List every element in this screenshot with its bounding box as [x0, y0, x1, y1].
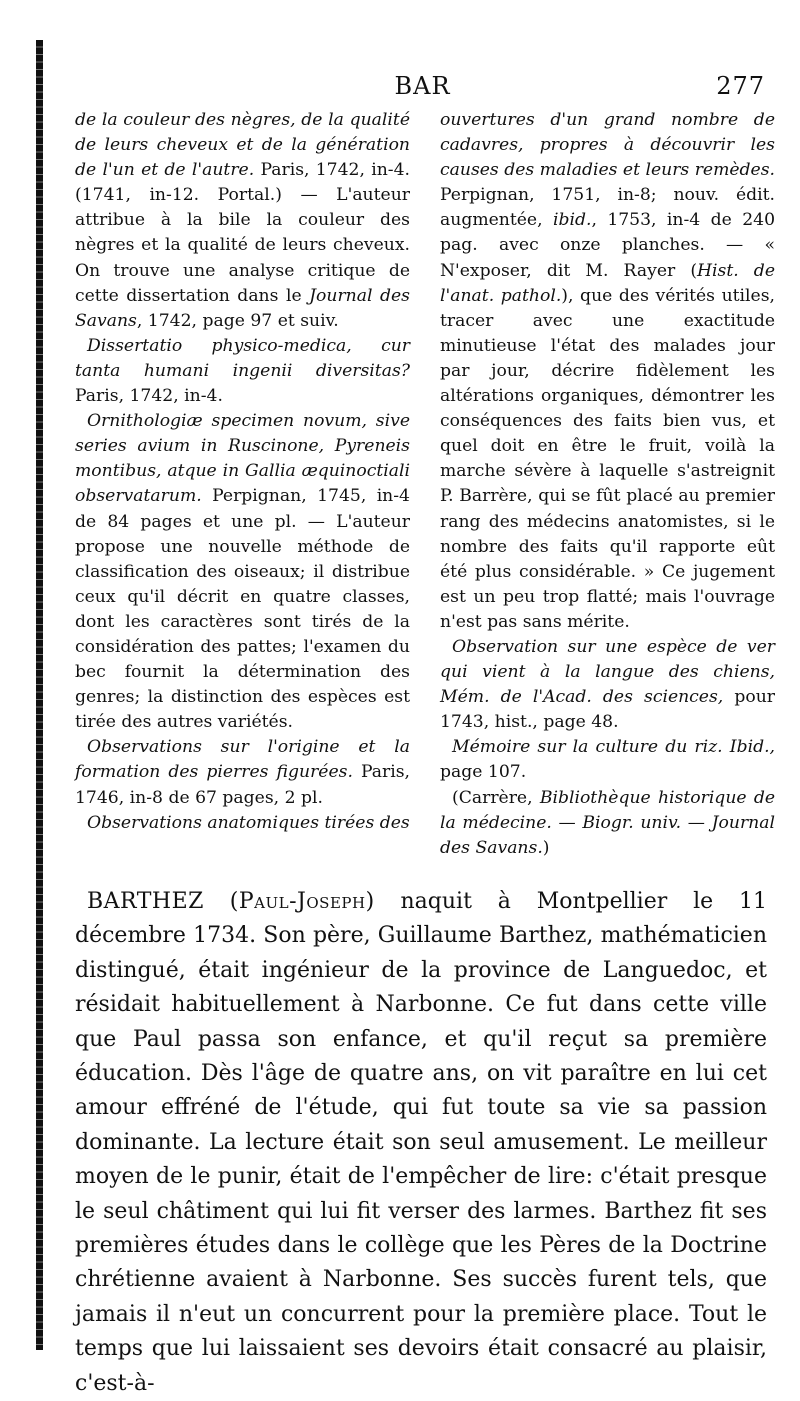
journal-title: Journal des Savans — [75, 285, 411, 331]
sources-note: (Carrère, Bibliothèque historique de la médecine. — Biogr. univ. — Journal des Savans.) — [440, 787, 775, 858]
biography-text: naquit à Montpellier le 11 décembre 1734. Son père, Guillaume Barthez, mathématicien distingué, était ingénieur de la province de Languedoc, et résidait habituellement à Narbonne. Ce fut dans cette ville que Paul passa son enfance, et qu'il reçut sa première éducation. Dès l'âge de quatre ans, on vit paraître en lui cet amour effréné de l'étude, qui fut toute sa vie sa passion dominante. La lecture était son seul amusement. Le meilleur moyen de le punir, était de l'empêcher de lire: c'était presque le seul châtiment qui lui fit verser des larmes. Barthez fit ses premières études dans le collège que les Pères de la Doctrine chrétienne avaient à Narbonne. Ses succès furent tels, que jamais il n'eut un concurrent pour la première place. Tout le temps que lui laissaient ses devoirs était consacré au plaisir, c'est-à- — [75, 889, 768, 1396]
bibliography-entry: Dissertatio physico-medica, cur tanta humani ingenii diversitas? Paris, 1742, in-4. — [75, 335, 410, 407]
work-title: Dissertatio physico-medica, cur tanta humani ingenii diversitas? — [75, 335, 410, 381]
right-column — [440, 108, 775, 861]
left-column — [75, 108, 410, 861]
work-title: Observations anatomiques tirées des — [87, 812, 410, 833]
page-binding-edge — [36, 40, 43, 1350]
running-header — [80, 72, 765, 102]
bibliography-entry: de la couleur des nègres, de la qualité de leurs cheveux et de la génération de l'un et de l'autre. Paris, 1742, in-4. (1741, in-12. Portal.) — L'auteur attribue à la bile la couleur des nègres et la qualité de leurs cheveux. On trouve une analyse critique de cette dissertation dans le Journal des Savans, 1742, page 97 et suiv. — [75, 110, 411, 331]
entry-forenames: (Paul-Joseph) — [229, 889, 375, 914]
bibliography-entry: Ornithologiæ specimen novum, sive series avium in Ruscinone, Pyreneis montibus, atque in Gallia æquinoctiali observatarum. Perpignan, 1745, in-4 de 84 pages et une pl. — L'auteur propose une nouvelle méthode de classification des oiseaux; il distribue ceux qu'il décrit en quatre classes, dont les caractères sont tirés de la considération des pattes; l'examen du bec fournit la détermination des genres; la distinction des espèces est tirée des autres variétés. — [75, 411, 410, 733]
biography-entry — [75, 885, 767, 1401]
work-title: de la couleur des nègres, de la qualité de leurs cheveux et de la génération de l'un et de l'autre. — [75, 110, 410, 181]
work-title: Ornithologiæ specimen novum, sive series avium in Ruscinone, Pyreneis montibus, atque in Gallia æquinoctiali observatarum. — [75, 411, 410, 507]
two-column-bibliography — [75, 108, 775, 861]
bibliography-entry — [75, 811, 410, 836]
bibliography-entry: Observations sur l'origine et la formation des pierres figurées. Paris, 1746, in-8 de 67 pages, 2 pl. — [75, 737, 411, 808]
work-title: Observations sur l'origine et la formation des pierres figurées. — [75, 737, 410, 783]
work-title: ouvertures d'un grand nombre de cadavres, propres à découvrir les causes des maladies et leurs remèdes. — [440, 110, 776, 181]
bibliography-entry: Observation sur une espèce de ver qui vient à la langue des chiens, Mém. de l'Acad. des sciences, pour 1743, hist., page 48. — [440, 636, 775, 733]
entry-headword: BARTHEZ — [87, 889, 204, 914]
work-title: Observation sur une espèce de ver qui vient à la langue des chiens, Mém. de l'Acad. des sciences, — [440, 636, 775, 708]
page-number: 277 — [716, 72, 765, 100]
cited-work: Hist. de l'anat. pathol. — [440, 260, 775, 306]
bibliography-entry: Mémoire sur la culture du riz. Ibid., page 107. — [440, 737, 775, 783]
biography-paragraph — [75, 885, 767, 1401]
bibliography-entry: ouvertures d'un grand nombre de cadavres, propres à découvrir les causes des maladies et leurs remèdes. Perpignan, 1751, in-8; nouv. édit. augmentée, ibid., 1753, in-4 de 240 pag. avec onze planches. — « N'exposer, dit M. Rayer (Hist. de l'anat. pathol.), que des vérités utiles, tracer avec une exactitude minutieuse l'état des malades jour par jour, décrire fidèlement les altérations organiques, démontrer les conséquences des faits bien vus, et quel doit en être le fruit, voilà la marche sévère à laquelle s'astreignit P. Barrère, qui se fût placé au premier rang des médecins anatomistes, si le nombre des faits qu'il rapporte eût été plus considérable. » Ce jugement est un peu trop flatté; mais l'ouvrage n'est pas sans mérite. — [440, 110, 776, 632]
work-title: Mémoire sur la culture du riz. Ibid., — [452, 737, 775, 758]
running-title: BAR — [394, 72, 451, 100]
